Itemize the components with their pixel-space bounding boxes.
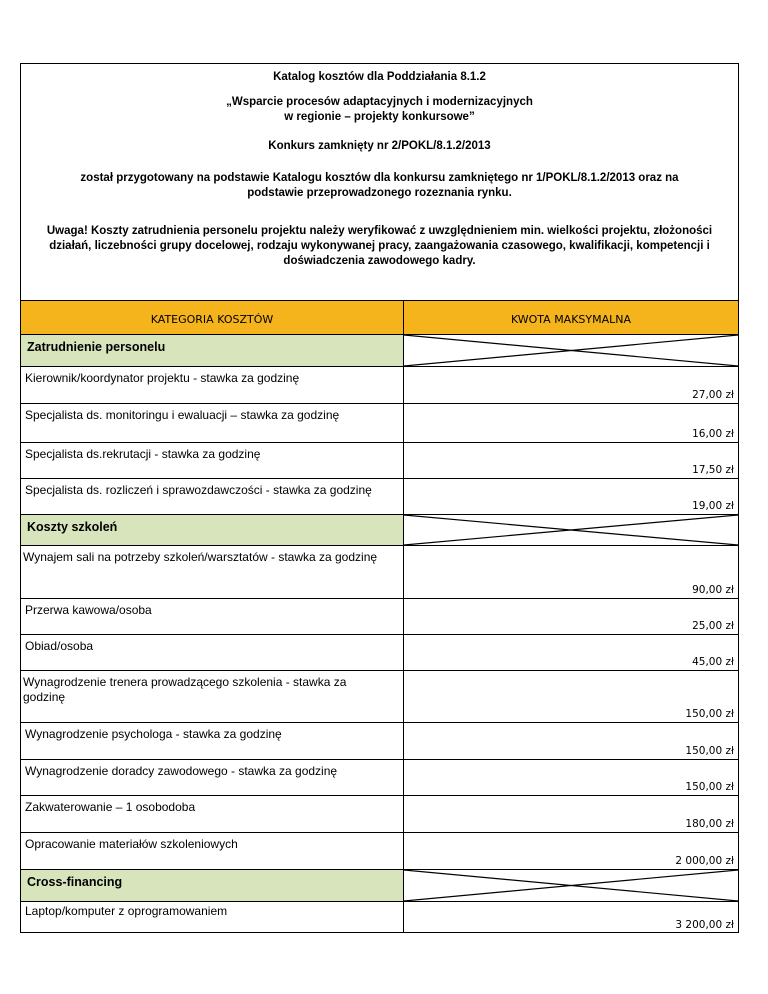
note-text: Uwaga! Koszty zatrudnienia personelu projektu należy weryfikować z uwzględnieniem min. wielkości projektu, złożoności działań, liczebności grupy docelowej, rodzaju wykonywanej pracy, zaangażowania czasowego, kwalifikacji, kompetencji i doświadczenia zawodowego kadry. — [46, 225, 713, 267]
section-row-cross-financing — [21, 870, 738, 902]
section-cell — [21, 870, 404, 901]
header-category-cell — [21, 301, 404, 334]
item-amount: 180,00 zł — [685, 818, 734, 830]
item-amount: 45,00 zł — [692, 656, 734, 668]
section-name: Koszty szkoleń — [27, 520, 118, 534]
table-row — [21, 635, 738, 671]
item-amount: 3 200,00 zł — [675, 919, 734, 931]
item-amount: 25,00 zł — [692, 620, 734, 632]
item-label: Wynajem sali na potrzeby szkoleń/warsztatów - stawka za godzinę — [23, 550, 378, 564]
document-subtitle — [21, 95, 738, 125]
section-cell — [21, 335, 404, 366]
item-label: Specjalista ds.rekrutacji - stawka za godzinę — [25, 447, 261, 461]
item-label: Kierownik/koordynator projektu - stawka za godzinę — [25, 371, 300, 385]
table-row — [21, 902, 738, 933]
table-row — [21, 760, 738, 796]
catalog-document — [20, 63, 739, 933]
table-row — [21, 599, 738, 635]
item-label: Przerwa kawowa/osoba — [25, 603, 152, 617]
basis-text: został przygotowany na podstawie Katalogu kosztów dla konkursu zamkniętego nr 1/POKL/8.1.2/2013 oraz na podstawie przeprowadzonego rozeznania rynku. — [80, 172, 679, 199]
item-amount: 150,00 zł — [685, 708, 734, 720]
contest-number: Konkurs zamknięty nr 2/POKL/8.1.2/2013 — [268, 140, 491, 152]
empty-amount-cell — [404, 515, 738, 545]
item-amount: 17,50 zł — [692, 464, 734, 476]
item-label: Obiad/osoba — [25, 639, 94, 653]
item-label: Zakwaterowanie – 1 osobodoba — [25, 800, 196, 814]
table-row — [21, 723, 738, 760]
section-row-training — [21, 515, 738, 546]
table-row — [21, 479, 738, 515]
table-row — [21, 671, 738, 723]
item-amount: 150,00 zł — [685, 745, 734, 757]
document-title: Katalog kosztów dla Poddziałania 8.1.2 — [273, 71, 486, 83]
header-category-label: KATEGORIA KOSZTÓW — [150, 313, 274, 326]
item-label: Wynagrodzenie psychologa - stawka za godzinę — [25, 727, 282, 741]
section-cell — [21, 515, 404, 545]
subtitle-line-2: w regionie – projekty konkursowe” — [284, 111, 475, 123]
item-amount: 2 000,00 zł — [675, 855, 734, 867]
subtitle-line-1: „Wsparcie procesów adaptacyjnych i modernizacyjnych — [226, 96, 533, 108]
section-name: Cross-financing — [27, 875, 123, 889]
table-header-row — [21, 301, 738, 335]
document-header — [21, 64, 738, 300]
item-label: Wynagrodzenie trenera prowadzącego szkolenia - stawka za godzinę — [23, 675, 347, 704]
table-row — [21, 546, 738, 599]
header-amount-label: KWOTA MAKSYMALNA — [510, 313, 632, 326]
table-row — [21, 404, 738, 443]
item-amount: 19,00 zł — [692, 500, 734, 512]
table-row — [21, 796, 738, 833]
empty-amount-cell — [404, 870, 738, 901]
item-amount: 27,00 zł — [692, 389, 734, 401]
table-row — [21, 443, 738, 479]
item-label: Wynagrodzenie doradcy zawodowego - stawka za godzinę — [25, 764, 338, 778]
section-name: Zatrudnienie personelu — [27, 340, 166, 354]
section-row-personnel — [21, 335, 738, 367]
item-amount: 150,00 zł — [685, 781, 734, 793]
item-label: Opracowanie materiałów szkoleniowych — [25, 837, 238, 851]
cost-table — [21, 300, 738, 931]
header-amount-cell — [404, 301, 738, 334]
item-amount: 90,00 zł — [692, 584, 734, 596]
item-label: Specjalista ds. monitoringu i ewaluacji – stawka za godzinę — [25, 408, 340, 422]
table-row — [21, 367, 738, 404]
item-label: Laptop/komputer z oprogramowaniem — [25, 904, 228, 918]
empty-amount-cell — [404, 335, 738, 366]
table-row — [21, 833, 738, 870]
item-amount: 16,00 zł — [692, 428, 734, 440]
item-label: Specjalista ds. rozliczeń i sprawozdawczości - stawka za godzinę — [25, 483, 372, 497]
